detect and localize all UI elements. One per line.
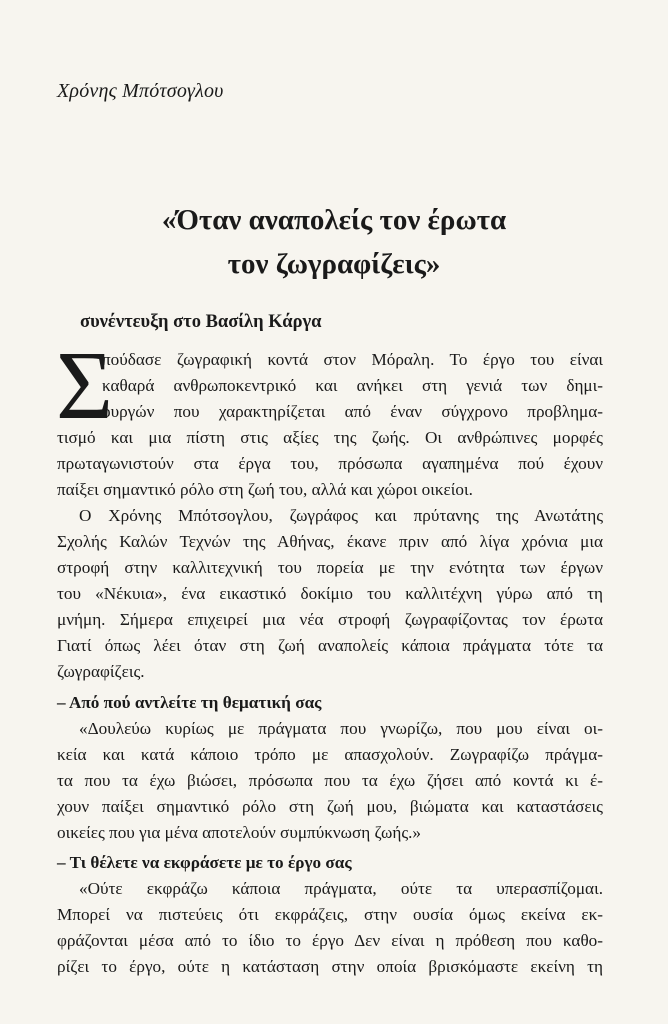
paragraph-line: Σχολής Καλών Τεχνών της Αθήνας, έκανε πριν από λίγα χρόνια μια	[57, 532, 603, 551]
paragraph-line: ουργών που χαρακτηρίζεται από έναν σύγχρονο προβλημα-	[102, 402, 603, 421]
paragraph-line: του «Νέκυια», ένα εικαστικό δοκίμιο του καλλιτέχνη γύρω από τη	[57, 584, 603, 603]
answer-2	[57, 876, 603, 980]
paragraph-line: οικείες που για μένα αποτελούν συμπύκνωση ζωής.»	[57, 823, 422, 842]
paragraph-line: φράζονται μέσα από το ίδιο το έργο Δεν είναι η πρόθεση που καθο-	[57, 931, 603, 950]
second-paragraph	[57, 503, 603, 685]
question-1: – Από πού αντλείτε τη θεματική σας	[57, 693, 322, 712]
drop-cap: Σ	[56, 332, 114, 440]
paragraph-line: πούδασε ζωγραφική κοντά στον Μόραλη. Το έργο του είναι	[102, 350, 603, 369]
answer-1	[57, 716, 603, 846]
paragraph-line: μνήμη. Σήμερα επιχειρεί μια νέα στροφή ζωγραφίζοντας τον έρωτα	[57, 610, 603, 629]
paragraph-line: «Ούτε εκφράζω κάποια πράγματα, ούτε τα υπερασπίζομαι.	[79, 879, 603, 898]
paragraph-line: Μπορεί να πιστεύεις ότι εκφράζεις, στην ουσία όμως εκείνα εκ-	[57, 905, 603, 924]
article-subtitle: συνέντευξη στο Βασίλη Κάργα	[80, 312, 322, 332]
title-line-1: «Όταν αναπολείς τον έρωτα	[161, 204, 507, 236]
paragraph-line: Γιατί όπως λέει όταν στη ζωή αναπολείς κάποια πράγματα τότε τα	[57, 636, 603, 655]
paragraph-line: «Δουλεύω κυρίως με πράγματα που γνωρίζω, που μου είναι οι-	[79, 719, 603, 738]
paragraph-line: τισμό και μια πίστη στις αξίες της ζωής. Οι ανθρώπινες μορφές	[57, 428, 603, 447]
paragraph-line: τα που τα έχω βιώσει, πρόσωπα που τα έχω ζήσει από κοντά κι έ-	[57, 771, 603, 790]
paragraph-line: στροφή στην καλλιτεχνική του πορεία με την ενότητα των έργων	[57, 558, 603, 577]
paragraph-line: ζωγραφίζεις.	[57, 662, 145, 681]
title-line-2: τον ζωγραφίζεις»	[227, 248, 441, 280]
paragraph-line: Ο Χρόνης Μπότσογλου, ζωγράφος και πρύτανης της Ανωτάτης	[79, 506, 603, 525]
paragraph-line: χουν παίξει σημαντικό ρόλο στη ζωή μου, βιώματα και καταστάσεις	[57, 797, 603, 816]
article-title	[60, 198, 608, 286]
intro-paragraph	[56, 332, 603, 503]
author-name: Χρόνης Μπότσογλου	[57, 80, 224, 102]
question-2: – Τι θέλετε να εκφράσετε με το έργο σας	[57, 853, 352, 872]
paragraph-line: κεία και κατά κάποιο τρόπο με απασχολούν. Ζωγραφίζω πράγμα-	[57, 745, 603, 764]
paragraph-line: πρωταγωνιστούν στα έργα του, πρόσωπα αγαπημένα πού έχουν	[57, 454, 603, 473]
paragraph-line: παίξει σημαντικό ρόλο στη ζωή του, αλλά και χώροι οικείοι.	[57, 480, 473, 499]
paragraph-line: καθαρά ανθρωποκεντρικό και ανήκει στη γενιά των δημι-	[102, 376, 603, 395]
paragraph-line: ρίζει το έργο, ούτε η κατάσταση στην οποία βρισκόμαστε εκείνη τη	[57, 957, 603, 976]
